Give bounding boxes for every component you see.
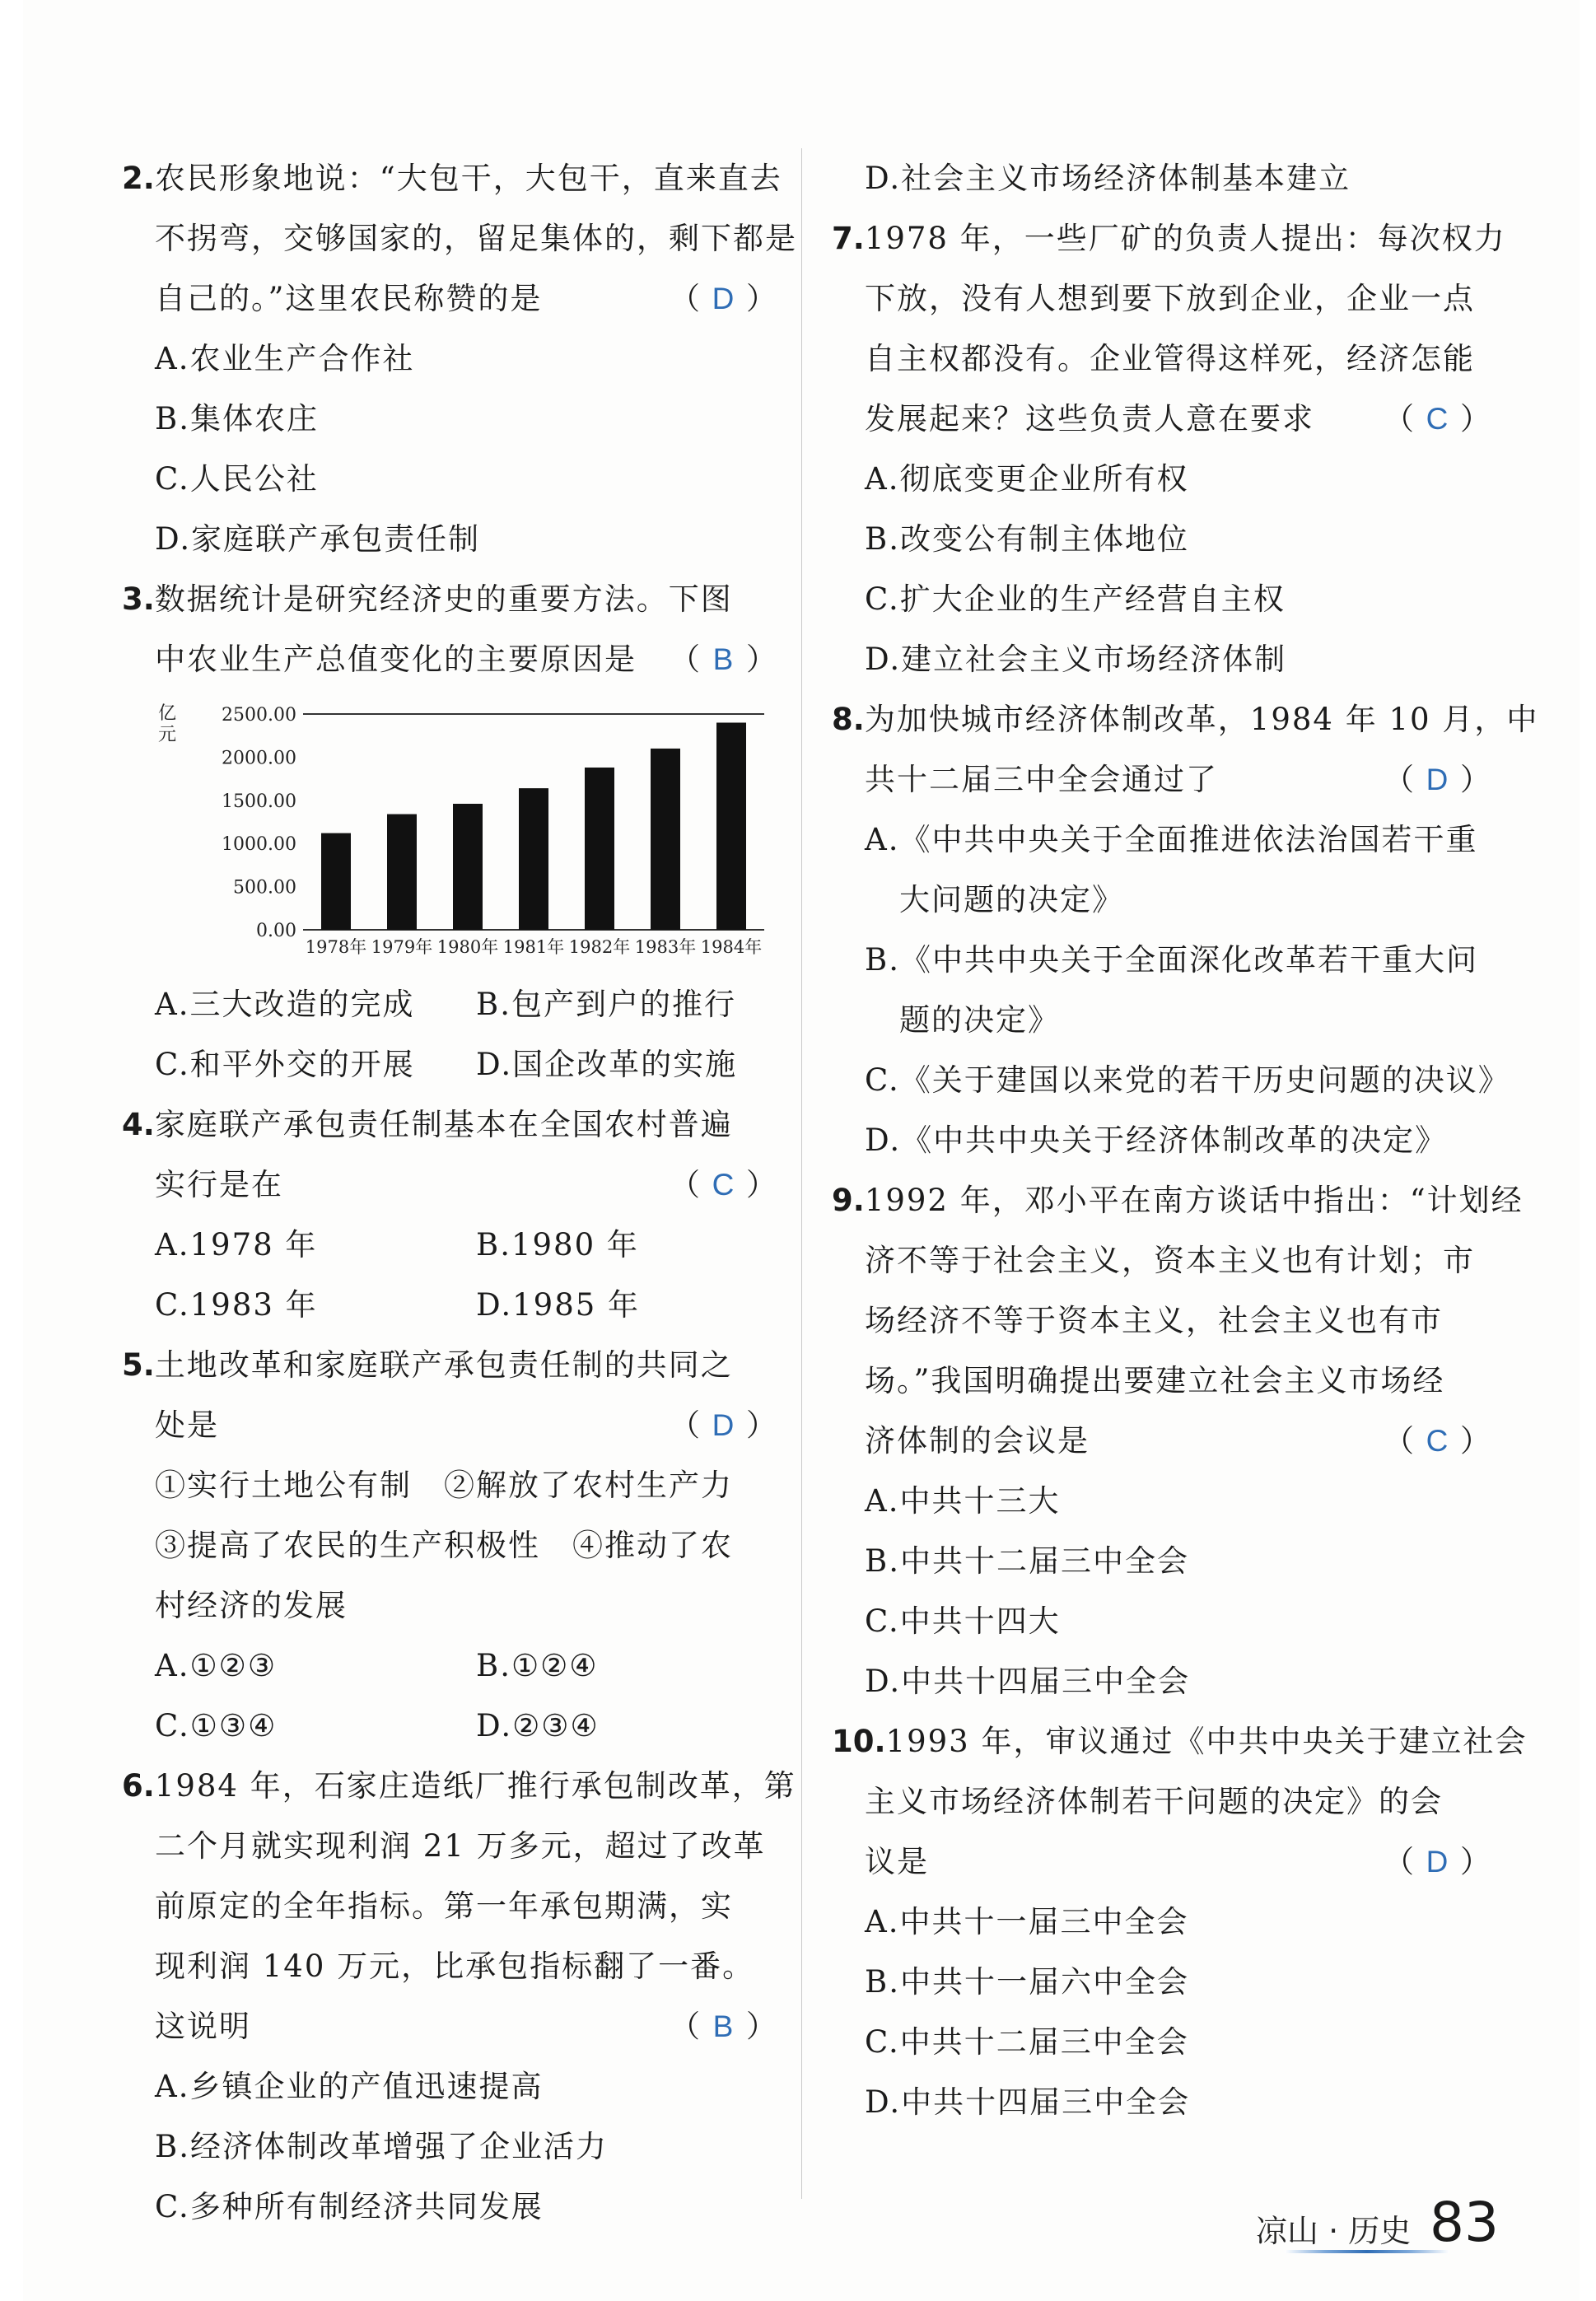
question-5 — [122, 1335, 777, 1756]
question-number: 9. — [832, 1183, 865, 1218]
question-text: 这说明 — [155, 2009, 251, 2044]
question-8 — [832, 689, 1539, 1170]
answer-mark: D — [1426, 1845, 1449, 1879]
option: D.②③④ — [476, 1708, 600, 1743]
question-3 — [122, 569, 777, 1094]
option: B.包产到户的推行 — [476, 987, 736, 1022]
option: A.1978 年 — [155, 1227, 318, 1263]
option: A.彻底变更企业所有权 — [865, 461, 1189, 497]
x-tick-label: 1982年 — [568, 937, 631, 957]
question-text: 场经济不等于资本主义，社会主义也有市 — [865, 1303, 1443, 1338]
option: C.扩大企业的生产经营自主权 — [865, 581, 1286, 617]
question-text: 1993 年，审议通过《中共中央关于建立社会 — [885, 1724, 1528, 1759]
answer-mark: C — [712, 1168, 735, 1202]
option: B.集体农庄 — [155, 401, 319, 436]
x-tick-label: 1981年 — [502, 937, 565, 957]
question-text: 发展起来？这些负责人意在要求 — [865, 401, 1314, 436]
question-2 — [122, 148, 797, 569]
option: B.中共十一届六中全会 — [865, 1964, 1189, 2000]
question-number: 3. — [122, 581, 155, 617]
y-tick-label: 1500.00 — [222, 791, 296, 812]
answer-bracket: （ D ） — [670, 268, 777, 329]
bar-chart — [155, 696, 781, 969]
page-number: 83 — [1430, 2191, 1499, 2254]
option: C.中共十四大 — [865, 1603, 1061, 1639]
option: 题的决定》 — [899, 1002, 1060, 1038]
x-tick-label: 1980年 — [436, 937, 499, 957]
question-text: 实行是在 — [155, 1167, 283, 1202]
question-text: 前原定的全年指标。第一年承包期满，实 — [155, 1888, 733, 1924]
option: A.中共十一届三中全会 — [865, 1904, 1189, 1939]
question-text: 济体制的会议是 — [865, 1423, 1090, 1459]
question-10 — [832, 1711, 1528, 2132]
question-6 — [122, 1756, 796, 2237]
option: B.①②④ — [476, 1648, 599, 1683]
footer-decoration — [1285, 2250, 1449, 2253]
option: B.中共十二届三中全会 — [865, 1543, 1189, 1579]
answer-bracket: （ C ） — [1384, 389, 1491, 449]
question-text: 土地改革和家庭联产承包责任制的共同之 — [154, 1347, 733, 1383]
option: D.中共十四届三中全会 — [865, 1664, 1191, 1699]
question-text: 1992 年，邓小平在南方谈话中指出：“计划经 — [864, 1183, 1524, 1218]
x-tick-label: 1979年 — [371, 937, 433, 957]
option: B.1980 年 — [476, 1227, 639, 1263]
option: B.经济体制改革增强了企业活力 — [155, 2129, 608, 2164]
question-text: 为加快城市经济体制改革，1984 年 10 月，中 — [864, 702, 1539, 737]
question-9 — [832, 1170, 1524, 1711]
question-text: 议是 — [865, 1844, 929, 1879]
x-tick-label: 1984年 — [700, 937, 763, 957]
agriculture-output-chart — [155, 696, 777, 969]
option: D.中共十四届三中全会 — [865, 2084, 1191, 2120]
option: C.多种所有制经济共同发展 — [155, 2189, 544, 2224]
answer-bracket: （ D ） — [1384, 749, 1491, 810]
option: C.①③④ — [155, 1708, 278, 1743]
left-column — [122, 148, 797, 2237]
question-number: 10. — [832, 1724, 886, 1759]
bar — [387, 814, 417, 930]
question-4 — [122, 1094, 777, 1335]
question-text: 主义市场经济体制若干问题的决定》的会 — [865, 1784, 1443, 1819]
option: A.三大改造的完成 — [155, 987, 415, 1022]
footer-brand: 凉山 · 历史 — [1256, 2213, 1412, 2249]
bar — [716, 722, 746, 930]
answer-bracket: （ D ） — [1384, 1832, 1491, 1892]
right-column — [832, 148, 1539, 2132]
answer-bracket: （ B ） — [670, 1996, 777, 2056]
option: A.《中共中央关于全面推进依法治国若干重 — [865, 822, 1478, 857]
question-text: 处是 — [155, 1407, 219, 1443]
option: D.《中共中央关于经济体制改革的决定》 — [865, 1122, 1448, 1158]
answer-mark: D — [712, 282, 735, 315]
option: C.中共十二届三中全会 — [865, 2024, 1189, 2060]
question-text: 济不等于社会主义，资本主义也有计划；市 — [865, 1243, 1475, 1278]
option: D.家庭联产承包责任制 — [155, 521, 481, 557]
option: A.农业生产合作社 — [155, 341, 415, 376]
question-text: 不拐弯，交够国家的，留足集体的，剩下都是 — [155, 221, 797, 256]
bar — [453, 804, 483, 930]
question-text: 二个月就实现利润 21 万多元，超过了改革 — [155, 1828, 766, 1864]
option: D.建立社会主义市场经济体制 — [865, 642, 1287, 677]
question-text: 1978 年，一些厂矿的负责人提出：每次权力 — [864, 221, 1506, 256]
answer-mark: B — [712, 642, 734, 676]
question-text: 场。”我国明确提出要建立社会主义市场经 — [865, 1363, 1445, 1398]
answer-mark: D — [1426, 763, 1449, 796]
question-text: 数据统计是研究经济史的重要方法。下图 — [154, 581, 733, 617]
question-number: 6. — [122, 1768, 155, 1804]
y-tick-label: 500.00 — [233, 877, 296, 898]
option: 大问题的决定》 — [899, 882, 1124, 917]
option: A.乡镇企业的产值迅速提高 — [155, 2069, 544, 2104]
question-text: 自主权都没有。企业管得这样死，经济怎能 — [865, 341, 1475, 376]
option: D.1985 年 — [476, 1287, 641, 1323]
y-tick-label: 2500.00 — [222, 705, 296, 726]
answer-mark: C — [1426, 402, 1449, 436]
answer-bracket: （ C ） — [1384, 1411, 1491, 1471]
question-number: 2. — [122, 161, 155, 196]
option: D.国企改革的实施 — [476, 1047, 738, 1082]
answer-mark: B — [712, 2009, 734, 2043]
answer-bracket: （ B ） — [670, 629, 777, 689]
answer-bracket: （ C ） — [670, 1155, 777, 1215]
option: B.《中共中央关于全面深化改革若干重大问 — [865, 942, 1478, 978]
question-text: 共十二届三中全会通过了 — [865, 762, 1218, 797]
question-7 — [832, 208, 1506, 689]
bar — [321, 833, 351, 930]
question-text: 家庭联产承包责任制基本在全国农村普遍 — [154, 1107, 733, 1142]
question-text: 农民形象地说：“大包干，大包干，直来直去 — [154, 161, 782, 196]
question-text: 下放，没有人想到要下放到企业，企业一点 — [865, 281, 1475, 316]
answer-mark: D — [712, 1408, 735, 1442]
option: A.中共十三大 — [865, 1483, 1061, 1519]
question-number: 8. — [832, 702, 865, 737]
y-tick-label: 1000.00 — [222, 834, 296, 856]
statement-items: ①实行土地公有制 ②解放了农村生产力 — [155, 1468, 733, 1503]
question-text: 中农业生产总值变化的主要原因是 — [155, 642, 637, 677]
option: C.1983 年 — [155, 1287, 318, 1323]
option: C.和平外交的开展 — [155, 1047, 415, 1082]
x-tick-label: 1983年 — [634, 937, 697, 957]
bar — [651, 749, 680, 930]
option: C.人民公社 — [155, 461, 319, 497]
bar — [519, 788, 548, 930]
option: B.改变公有制主体地位 — [865, 521, 1189, 557]
option: C.《关于建国以来党的若干历史问题的决议》 — [865, 1062, 1510, 1098]
question-text: 1984 年，石家庄造纸厂推行承包制改革，第 — [154, 1768, 796, 1804]
x-tick-label: 1978年 — [305, 937, 367, 957]
y-axis-label: 亿元 — [158, 703, 177, 745]
y-tick-label: 0.00 — [256, 921, 296, 941]
statement-items: ③提高了农民的生产积极性 ④推动了农 — [155, 1528, 733, 1563]
statement-items: 村经济的发展 — [155, 1588, 348, 1623]
question-number: 5. — [122, 1347, 155, 1383]
question-number: 4. — [122, 1107, 155, 1142]
question-number: 7. — [832, 221, 865, 256]
option: D.社会主义市场经济体制基本建立 — [865, 161, 1351, 196]
y-tick-label: 2000.00 — [222, 748, 296, 769]
answer-bracket: （ D ） — [670, 1395, 777, 1455]
option: A.①②③ — [155, 1648, 277, 1683]
question-text: 现利润 140 万元，比承包指标翻了一番。 — [155, 1949, 755, 1984]
column-divider — [801, 148, 802, 2199]
bar — [585, 768, 614, 930]
answer-mark: C — [1426, 1424, 1449, 1458]
question-text: 自己的。”这里农民称赞的是 — [155, 281, 543, 316]
